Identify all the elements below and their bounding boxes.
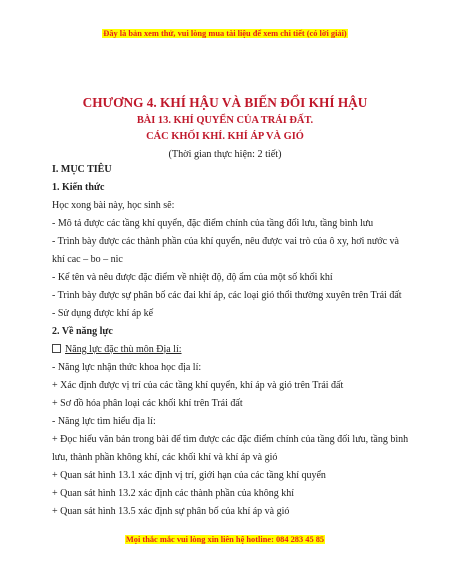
capacity-item: + Xác định được vị trí của các tầng khí quyển, khí áp và gió trên Trái đất	[52, 380, 344, 391]
time-note: (Thời gian thực hiện: 2 tiết)	[168, 149, 282, 160]
chapter-title: CHƯƠNG 4. KHÍ HẬU VÀ BIẾN ĐỔI KHÍ HẬU	[82, 95, 368, 110]
document-body	[52, 161, 412, 521]
capacity-item: + Đọc hiểu văn bản trong bài để tìm được các đặc điểm chính của tầng đối lưu, tầng bình lưu, thành phần không khí, các khối khí và khí áp và gió	[52, 434, 409, 463]
capacity-item: + Quan sát hình 13.1 xác định vị trí, giới hạn của các tầng khí quyển	[52, 470, 326, 481]
subheading-knowledge: 1. Kiến thức	[52, 182, 105, 193]
preview-banner	[0, 29, 450, 38]
preview-banner-text: Đây là bản xem thử, vui lòng mua tài liệu để xem chi tiết (có lời giải)	[103, 29, 347, 38]
capacity-item: - Năng lực nhận thức khoa học địa lí:	[52, 362, 202, 373]
hotline-banner-text: Mọi thắc mắc vui lòng xin liên hệ hotline: 084 283 45 85	[125, 535, 325, 544]
knowledge-item: - Trình bày được các thành phần của khí quyển, nêu được vai trò của ô xy, hơi nước và khí cac – bo – nic	[52, 236, 399, 265]
knowledge-item: - Kể tên và nêu được đặc điểm về nhiệt độ, độ ẩm của một số khối khí	[52, 272, 333, 283]
capacity-item: + Quan sát hình 13.5 xác định sự phân bố của khí áp và gió	[52, 506, 290, 517]
capacity-item: + Sơ đồ hóa phân loại các khối khí trên Trái đất	[52, 398, 243, 409]
hotline-banner	[0, 535, 450, 544]
knowledge-item: - Mô tả được các tầng khí quyển, đặc điểm chính của tầng đối lưu, tầng bình lưu	[52, 218, 374, 229]
title-block	[0, 93, 450, 163]
knowledge-item: - Sử dụng được khí áp kế	[52, 308, 154, 319]
capacity-item: + Quan sát hình 13.2 xác định các thành phần của không khí	[52, 488, 294, 499]
section-heading-objectives: I. MỤC TIÊU	[52, 164, 112, 175]
subheading-capacity: 2. Về năng lực	[52, 326, 113, 337]
capacity-item: - Năng lực tìm hiểu địa lí:	[52, 416, 156, 427]
lesson-title-line-1: BÀI 13. KHÍ QUYỂN CỦA TRÁI ĐẤT.	[136, 115, 314, 126]
intro-text: Học xong bài này, học sinh sẽ:	[52, 200, 175, 211]
lesson-title-line-2: CÁC KHỐI KHÍ. KHÍ ÁP VÀ GIÓ	[146, 131, 304, 142]
capacity-heading-row	[52, 341, 412, 359]
checkbox-bullet-icon	[52, 344, 61, 353]
capacity-heading: Năng lực đặc thù môn Địa lí:	[65, 344, 182, 355]
knowledge-item: - Trình bày được sự phân bố các đai khí áp, các loại gió thổi thường xuyên trên Trái đất	[52, 290, 402, 301]
